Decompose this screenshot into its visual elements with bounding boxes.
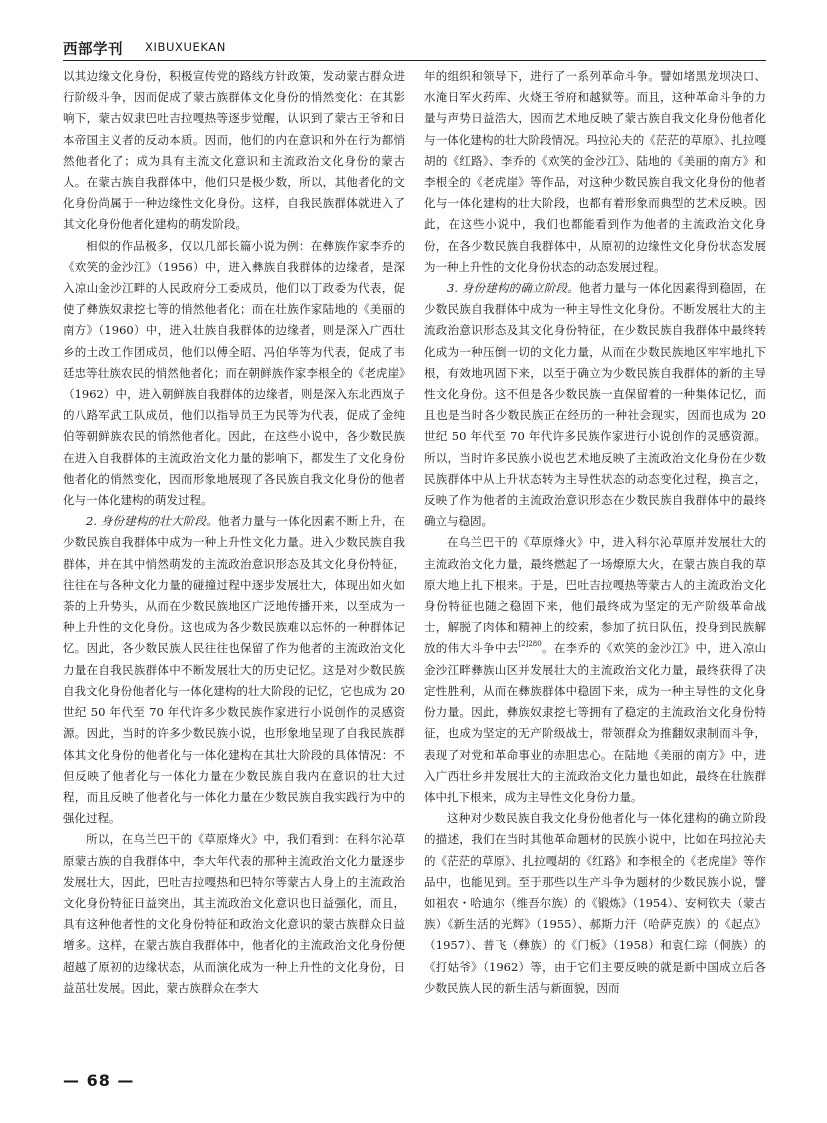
paragraph bbox=[424, 532, 766, 808]
citation-ref: [2]280 bbox=[518, 640, 542, 649]
paragraph bbox=[63, 511, 405, 829]
paragraph bbox=[63, 236, 405, 512]
paragraph bbox=[63, 66, 405, 236]
paragraph-text: 年的组织和领导下，进行了一系列革命斗争。譬如堵黑龙坝决口、水淹日军火药库、火烧王爷府和越狱等。而且，这种革命斗争的力量与声势日益浩大，因而艺术地反映了蒙古族自我文化身份他者化与一体化建构的壮大阶段情况。玛拉沁夫的《茫茫的草原》、扎拉嘎胡的《红路》、李乔的《欢笑的金沙江》、陆地的《美丽的南方》和李根全的《老虎崖》等作品，对这种少数民族自我文化身份的他者化与一体化建构的壮大阶段，也都有着形象而典型的艺术反映。因此，在这些小说中，我们也都能看到作为他者的主流政治文化身份，在各少数民族自我群体中，从原初的边缘性文化身份状态发展为一种上升性的文化身份状态的动态发展过程。 bbox=[424, 69, 766, 274]
running-header bbox=[63, 37, 766, 59]
right-column bbox=[424, 66, 766, 999]
page-number: — 68 — bbox=[63, 1071, 135, 1090]
paragraph-text: 所以，在乌兰巴干的《草原烽火》中，我们看到：在科尔沁草原蒙古族的自我群体中，李大年代表的那种主流政治文化力量逐步发展壮大，因此，巴吐吉拉嘎热和巴特尔等蒙古人身上的主流政治文化身份特征日益突出，其主流政治文化意识也日益强化，而且，具有这种他者性的文化身份特征和政治文化意识的蒙古族群众日益增多。这样，在蒙古族自我群体中，他者化的主流政治文化身份便超越了原初的边缘状态，从而演化成为一种上升性的文化身份，日益茁壮发展。因此，蒙古族群众在李大 bbox=[63, 832, 405, 995]
paragraph bbox=[424, 808, 766, 999]
paragraph bbox=[424, 278, 766, 532]
paragraph-text: 他者力量与一体化因素得到稳固，在少数民族自我群体中成为一种主导性文化身份。不断发展壮大的主流政治意识形态及其文化身份特征，在少数民族自我群体中最终转化成为一种压倒一切的文化力量，从而在少数民族地区牢牢地扎下根，有效地巩固下来，以至于确立为少数民族自我群体的新的主导性文化身份。这不但是各少数民族一直保留着的一种集体记忆，而且也是当时各少数民族正在经历的一种社会现实，因而也成为 20 世纪 50 年代至 70 年代许多民族作家进行小说创作的灵感资源。所以，当时许多民族小说也艺术地反映了主流政治文化身份在少数民族群体中从上升状态转为主导性状态的动态变化过程，换言之，反映了作为他者的主流政治意识形态在少数民族自我群体中的最终确立与稳固。 bbox=[424, 281, 766, 529]
paragraph-text: 相似的作品极多，仅以几部长篇小说为例：在彝族作家李乔的《欢笑的金沙江》（1956）中，进入彝族自我群体的边缘者，是深入凉山金沙江畔的人民政府分工委成员，他们以丁政委为代表，促使了彝族奴隶挖七等的悄然他者化；而在壮族作家陆地的《美丽的南方》（1960）中，进入壮族自我群体的边缘者，则是深入广西壮乡的土改工作团成员，他们以傅全昭、冯伯华等为代表，促成了韦廷忠等壮族农民的悄然他者化；而在朝鲜族作家李根全的《老虎崖》（1962）中，进入朝鲜族自我群体的边缘者，则是深入东北西岚子的八路军武工队成员，他们以指导员王为民等为代表，促成了金纯伯等朝鲜族农民的悄然他者化。因此，在这些小说中，各少数民族在进入自我群体的主流政治文化力量的影响下，都发生了文化身份他者化的悄然变化，因而形象地展现了各民族自我文化身份的他者化与一体化建构的萌发过程。 bbox=[63, 238, 405, 508]
section-heading: 2. 身份建构的壮大阶段。 bbox=[86, 514, 218, 529]
paragraph-text: 。在李乔的《欢笑的金沙江》中，进入凉山金沙江畔彝族山区并发展壮大的主流政治文化力量，最终获得了决定性胜利，从而在彝族群体中稳固下来，成为一种主导性的文化身份力量。因此，彝族奴隶挖七等拥有了稳定的主流政治文化身份特征，也成为坚定的无产阶级战士，带领群众为推翻奴隶制而斗争，表现了对党和革命事业的赤胆忠心。在陆地《美丽的南方》中，进入广西壮乡并发展壮大的主流政治文化力量也如此，最终在壮族群体中扎下根来，成为主导性文化身份力量。 bbox=[424, 641, 766, 804]
paragraph-text: 这种对少数民族自我文化身份他者化与一体化建构的确立阶段的描述，我们在当时其他革命题材的民族小说中，比如在玛拉沁夫的《茫茫的草原》、扎拉嘎胡的《红路》和李根全的《老虎崖》等作品中，也能见到。至于那些以生产斗争为题材的少数民族小说，譬如祖农・哈迪尔（维吾尔族）的《锻炼》（1954）、安柯钦夫（蒙古族）《新生活的光辉》（1955）、郝斯力汗（哈萨克族）的《起点》（1957）、普飞（彝族）的《门板》（1958）和袁仁琮（侗族）的《打姑爷》（1962）等，由于它们主要反映的就是新中国成立后各少数民族人民的新生活与新面貌，因而 bbox=[424, 811, 766, 995]
journal-title-en: XIBUXUEKAN bbox=[145, 40, 226, 54]
paragraph-text: 以其边缘文化身份，积极宣传党的路线方针政策，发动蒙古群众进行阶级斗争，因而促成了蒙古族群体文化身份的悄然变化：在其影响下，蒙古奴隶巴吐吉拉嘎热等逐步觉醒，认识到了蒙古王爷和日本帝国主义者的反动本质。因而，他们的内在意识和外在行为都悄然他者化了；成为具有主流文化意识和主流政治文化身份的蒙古人。在蒙古族自我群体中，他们只是极少数，所以，其他者化的文化身份尚属于一种边缘性文化身份。这样，自我民族群体就进入了其文化身份他者化建构的萌发阶段。 bbox=[63, 69, 405, 232]
paragraph-text: 他者力量与一体化因素不断上升，在少数民族自我群体中成为一种上升性文化力量。进入少数民族自我群体，并在其中悄然萌发的主流政治意识形态及其文化身份特征，往往在与各种文化力量的碰撞过程中逐步发展壮大，体现出如火如荼的上升势头，从而在少数民族地区广泛地传播开来，以至成为一种上升性的文化身份。这也成为各少数民族难以忘怀的一种群体记忆。因此，各少数民族人民往往也保留了作为他者的主流政治文化力量在自我民族群体中不断发展壮大的历史记忆。这是对少数民族自我文化身份他者化与一体化建构的壮大阶段的记忆，它也成为 20 世纪 50 年代至 70 年代许多少数民族作家进行小说创作的灵感资源。因此，当时的许多少数民族小说，也形象地呈现了自我民族群体其文化身份的他者化与一体化建构在其壮大阶段的具体情况：不但反映了他者化与一体化力量在少数民族自我内在意识的壮大过程，而且反映了他者化与一体化力量在少数民族自我实践行为中的强化过程。 bbox=[63, 514, 405, 826]
paragraph-text: 在乌兰巴干的《草原烽火》中，进入科尔沁草原并发展壮大的主流政治文化力量，最终燃起了一场燎原大火，在蒙古族自我的草原大地上扎下根来。于是，巴吐吉拉嘎热等蒙古人的主流政治文化身份特征也随之稳固下来，他们最终成为坚定的无产阶级革命战士，解脱了肉体和精神上的绞索，参加了抗日队伍，投身到民族解放的伟大斗争中去 bbox=[424, 535, 766, 656]
section-heading: 3. 身份建构的确立阶段。 bbox=[447, 281, 579, 296]
paragraph bbox=[63, 829, 405, 999]
paragraph bbox=[424, 66, 766, 278]
left-column bbox=[63, 66, 405, 999]
header-rule bbox=[63, 60, 766, 61]
journal-title-cn: 西部学刊 bbox=[63, 42, 123, 58]
